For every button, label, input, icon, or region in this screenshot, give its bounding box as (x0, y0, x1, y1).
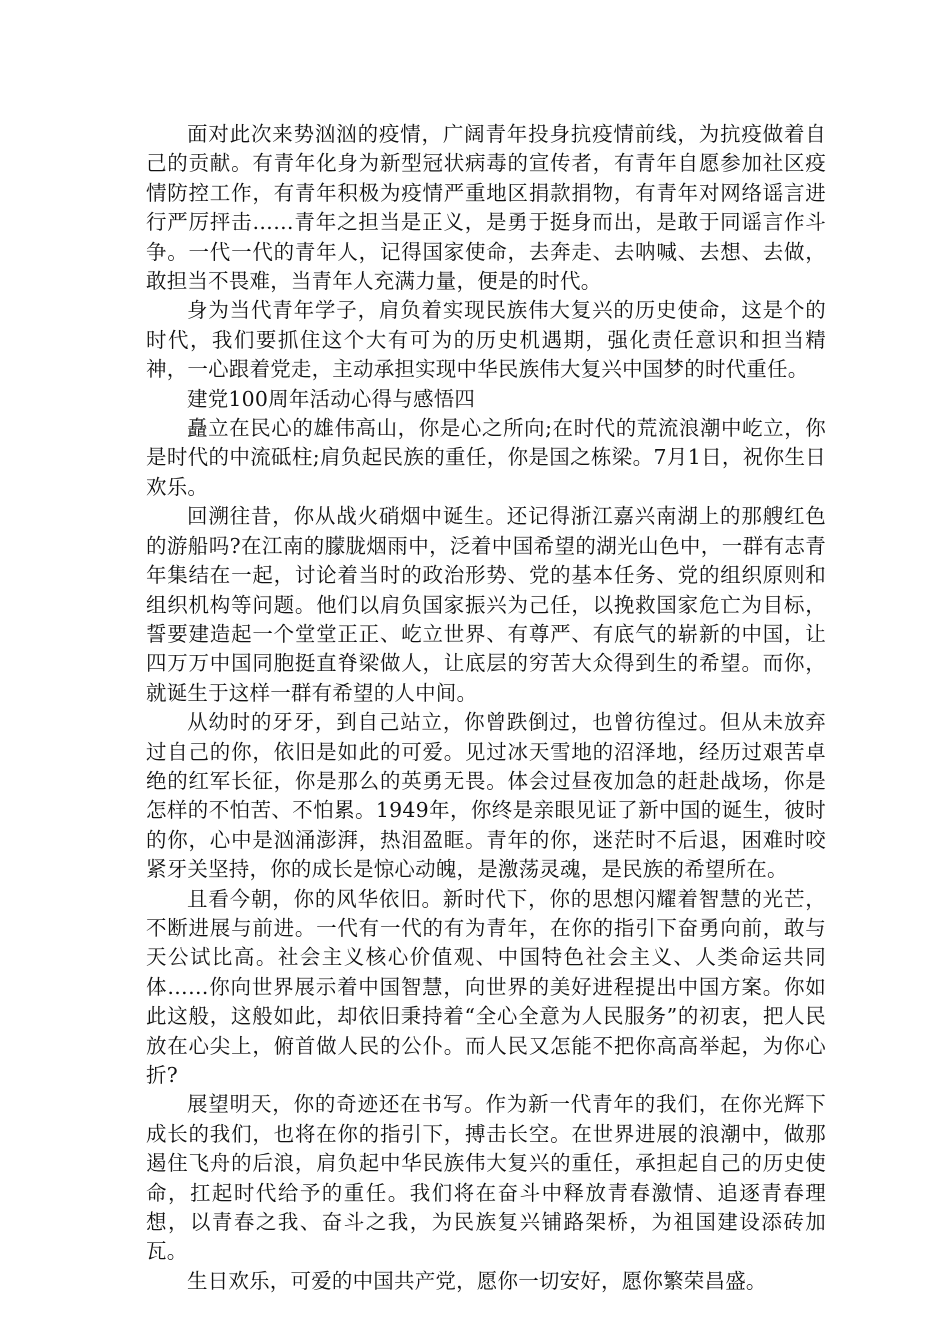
paragraph-future: 展望明天，你的奇迹还在书写。作为新一代青年的我们，在你光辉下成长的我们，也将在你的指引下，搏击长空。在世界进展的浪潮中，做那遏住飞舟的后浪，肩负起中华民族伟大复兴的重任，承担起自己的历史使命，扛起时代给予的重任。我们将在奋斗中释放青春激情、追逐青春理想，以青春之我、奋斗之我，为民族复兴铺路架桥，为祖国建设添砖加瓦。 (146, 1092, 826, 1264)
paragraph-epidemic-youth: 面对此次来势汹汹的疫情，广阔青年投身抗疫情前线，为抗疫做着自己的贡献。有青年化身为新型冠状病毒的宣传者，有青年自愿参加社区疫情防控工作，有青年积极为疫情严重地区捐款捐物，有青年对网络谣言进行严厉抨击……青年之担当是正义，是勇于挺身而出，是敢于同谣言作斗争。一代一代的青年人，记得国家使命，去奔走、去呐喊、去想、去做，敢担当不畏难，当青年人充满力量，便是的时代。 (146, 122, 826, 294)
paragraph-present: 且看今朝，你的风华依旧。新时代下，你的思想闪耀着智慧的光芒，不断进展与前进。一代有一代的有为青年，在你的指引下奋勇向前，敢与天公试比高。社会主义核心价值观、中国特色社会主义、人类命运共同体……你向世界展示着中国智慧，向世界的美好进程提出中国方案。你如此这般，这般如此，却依旧秉持着“全心全意为人民服务”的初衷，把人民放在心尖上，俯首做人民的公仆。而人民又怎能不把你高高举起，为你心折? (146, 886, 826, 1087)
paragraph-growth: 从幼时的牙牙，到自己站立，你曾跌倒过，也曾彷徨过。但从未放弃过自己的你，依旧是如此的可爱。见过冰天雪地的沼泽地，经历过艰苦卓绝的红军长征，你是那么的英勇无畏。体会过昼夜加急的赶赴战场，你是怎样的不怕苦、不怕累。1949年，你终是亲眼见证了新中国的诞生，彼时的你，心中是汹涌澎湃，热泪盈眶。青年的你，迷茫时不后退，困难时咬紧牙关坚持，你的成长是惊心动魄，是激荡灵魂，是民族的希望所在。 (146, 710, 826, 882)
paragraph-origin: 回溯往昔，你从战火硝烟中诞生。还记得浙江嘉兴南湖上的那艘红色的游船吗?在江南的朦胧烟雨中，泛着中国希望的湖光山色中，一群有志青年集结在一起，讨论着当时的政治形势、党的基本任务、党的组织原则和组织机构等问题。他们以肩负国家振兴为己任，以挽救国家危亡为目标，誓要建造起一个堂堂正正、屹立世界、有尊严、有底气的崭新的中国，让四万万中国同胞挺直脊梁做人，让底层的穷苦大众得到生的希望。而你，就诞生于这样一群有希望的人中间。 (146, 504, 826, 705)
paragraph-youth-mission: 身为当代青年学子，肩负着实现民族伟大复兴的历史使命，这是个的时代，我们要抓住这个大有可为的历史机遇期，强化责任意识和担当精神，一心跟着党走，主动承担实现中华民族伟大复兴中国梦的时代重任。 (146, 298, 826, 382)
section-heading: 建党100周年活动心得与感悟四 (187, 386, 476, 411)
paragraph-mountain: 矗立在民心的雄伟高山，你是心之所向;在时代的荒流浪潮中屹立，你是时代的中流砥柱;肩负起民族的重任，你是国之栋梁。7月1日，祝你生日欢乐。 (146, 416, 826, 499)
document-body (146, 120, 826, 1296)
paragraph-closing: 生日欢乐，可爱的中国共产党，愿你一切安好，愿你繁荣昌盛。 (187, 1268, 767, 1293)
